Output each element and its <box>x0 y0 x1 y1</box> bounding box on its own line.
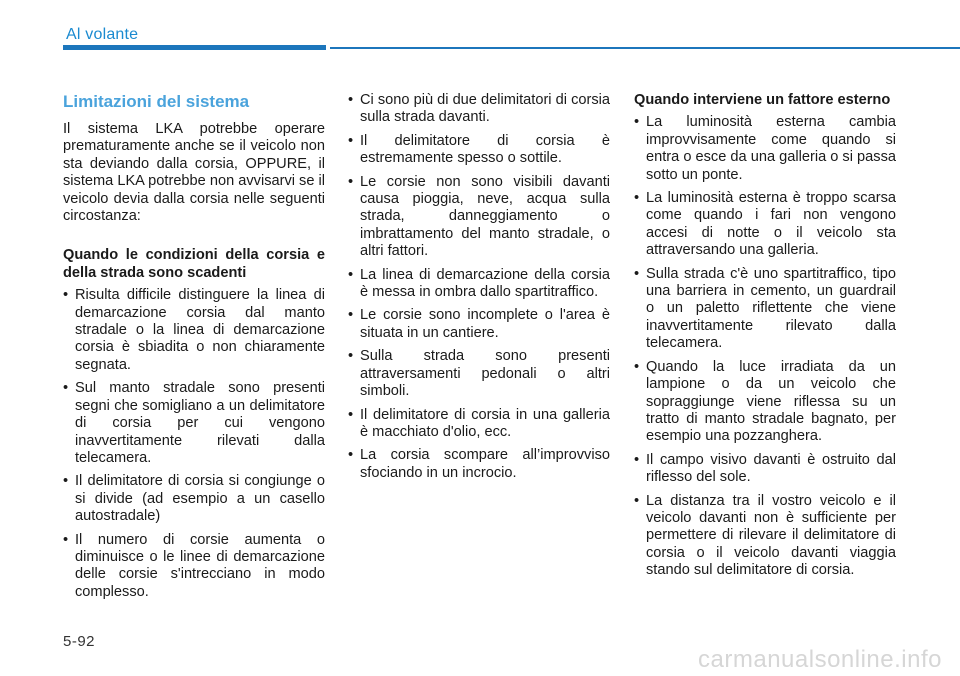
bullet-icon: • <box>63 380 69 397</box>
bullet-icon: • <box>348 132 354 149</box>
road-conditions-heading: Quando le condizioni della corsia e della strada sono scadenti <box>63 247 325 281</box>
section-title: Limitazioni del sistema <box>63 92 250 111</box>
intro-paragraph: Il sistema LKA potrebbe operare prematuramente anche se il veicolo non sta deviando dalla corsia, OPPURE, il sistema LKA potrebbe non avvisarvi se il veicolo devia dalla corsia nelle seguenti circostanza: <box>63 121 326 225</box>
list-item: • Il campo visivo davanti è ostruito dal riflesso del sole. <box>634 451 896 486</box>
header-rule <box>330 47 960 49</box>
watermark: carmanualsonline.info <box>698 646 942 673</box>
list-item: • Sulla strada c'è uno spartitraffico, tipo una barriera in cemento, un guardrail o un paletto riflettente che viene inavvertitamente rilevato dalla telecamera. <box>634 265 896 352</box>
list-item: • Ci sono più di due delimitatori di corsia sulla strada davanti. <box>348 92 610 126</box>
list-item: • Sul manto stradale sono presenti segni che somigliano a un delimitatore di corsia per cui vengono inavvertitamente rilevati dalla telecamera. <box>63 380 325 466</box>
list-item: • Risulta difficile distinguere la linea di demarcazione corsia dal manto stradale o la linea di demarcazione corsia è sbiadita o non chiaramente segnata. <box>63 287 325 373</box>
bullet-icon: • <box>634 114 640 131</box>
list-item: • Il delimitatore di corsia è estremamente spesso o sottile. <box>348 132 610 167</box>
header-rule-accent <box>63 45 326 50</box>
external-factors-heading: Quando interviene un fattore esterno <box>634 92 891 108</box>
road-conditions-list <box>63 287 325 601</box>
bullet-icon: • <box>634 190 640 207</box>
list-item: • Quando la luce irradiata da un lampione o da un veicolo che sopraggiunge viene riflessa su un tratto di manto stradale bagnato, per esempio una pozzanghera. <box>634 358 896 445</box>
list-item: • Il delimitatore di corsia si congiunge o si divide (ad esempio a un casello autostradale) <box>63 473 325 525</box>
bullet-icon: • <box>348 92 354 108</box>
list-item: • La luminosità esterna cambia improvvisamente come quando si entra o esce da una galleria o si passa sotto un ponte. <box>634 114 896 183</box>
bullet-icon: • <box>634 265 640 282</box>
bullet-icon: • <box>634 358 640 375</box>
list-item: • La linea di demarcazione della corsia è messa in ombra dallo spartitraffico. <box>348 266 610 301</box>
list-item: • La distanza tra il vostro veicolo e il veicolo davanti non è sufficiente per permettere di rilevare il delimitatore di corsia o il veicolo davanti viaggia stando sul delimitatore di corsia. <box>634 492 896 579</box>
list-item: • Le corsie sono incomplete o l'area è situata in un cantiere. <box>348 307 610 341</box>
bullet-icon: • <box>63 531 69 548</box>
list-item: • La luminosità esterna è troppo scarsa come quando i fari non vengono accesi di notte o il veicolo sta attraversando una galleria. <box>634 190 896 259</box>
page-header-title: Al volante <box>66 26 139 43</box>
column-middle <box>348 92 610 488</box>
bullet-icon: • <box>348 307 354 324</box>
road-conditions-list-continued <box>348 92 610 482</box>
list-item: • Le corsie non sono visibili davanti causa pioggia, neve, acqua sulla strada, danneggiamento o imbrattamento del manto stradale, o altri fattori. <box>348 173 610 260</box>
bullet-icon: • <box>348 173 354 190</box>
list-item: • Il numero di corsie aumenta o diminuisce o le linee di demarcazione delle corsie s'intrecciano in modo complesso. <box>63 531 325 600</box>
bullet-icon: • <box>634 492 640 509</box>
bullet-icon: • <box>63 287 69 304</box>
bullet-icon: • <box>348 266 354 283</box>
column-left <box>63 92 325 607</box>
list-item: • Sulla strada sono presenti attraversamenti pedonali o altri simboli. <box>348 348 610 400</box>
list-item: • La corsia scompare all’improvviso sfociando in un incrocio. <box>348 447 610 481</box>
bullet-icon: • <box>634 451 640 468</box>
bullet-icon: • <box>348 406 354 423</box>
external-factors-list <box>634 114 896 579</box>
bullet-icon: • <box>348 447 354 464</box>
bullet-icon: • <box>63 473 69 490</box>
page-number: 5-92 <box>63 633 96 650</box>
column-right <box>634 92 896 586</box>
list-item: • Il delimitatore di corsia in una galleria è macchiato d'olio, ecc. <box>348 406 610 440</box>
bullet-icon: • <box>348 348 354 365</box>
